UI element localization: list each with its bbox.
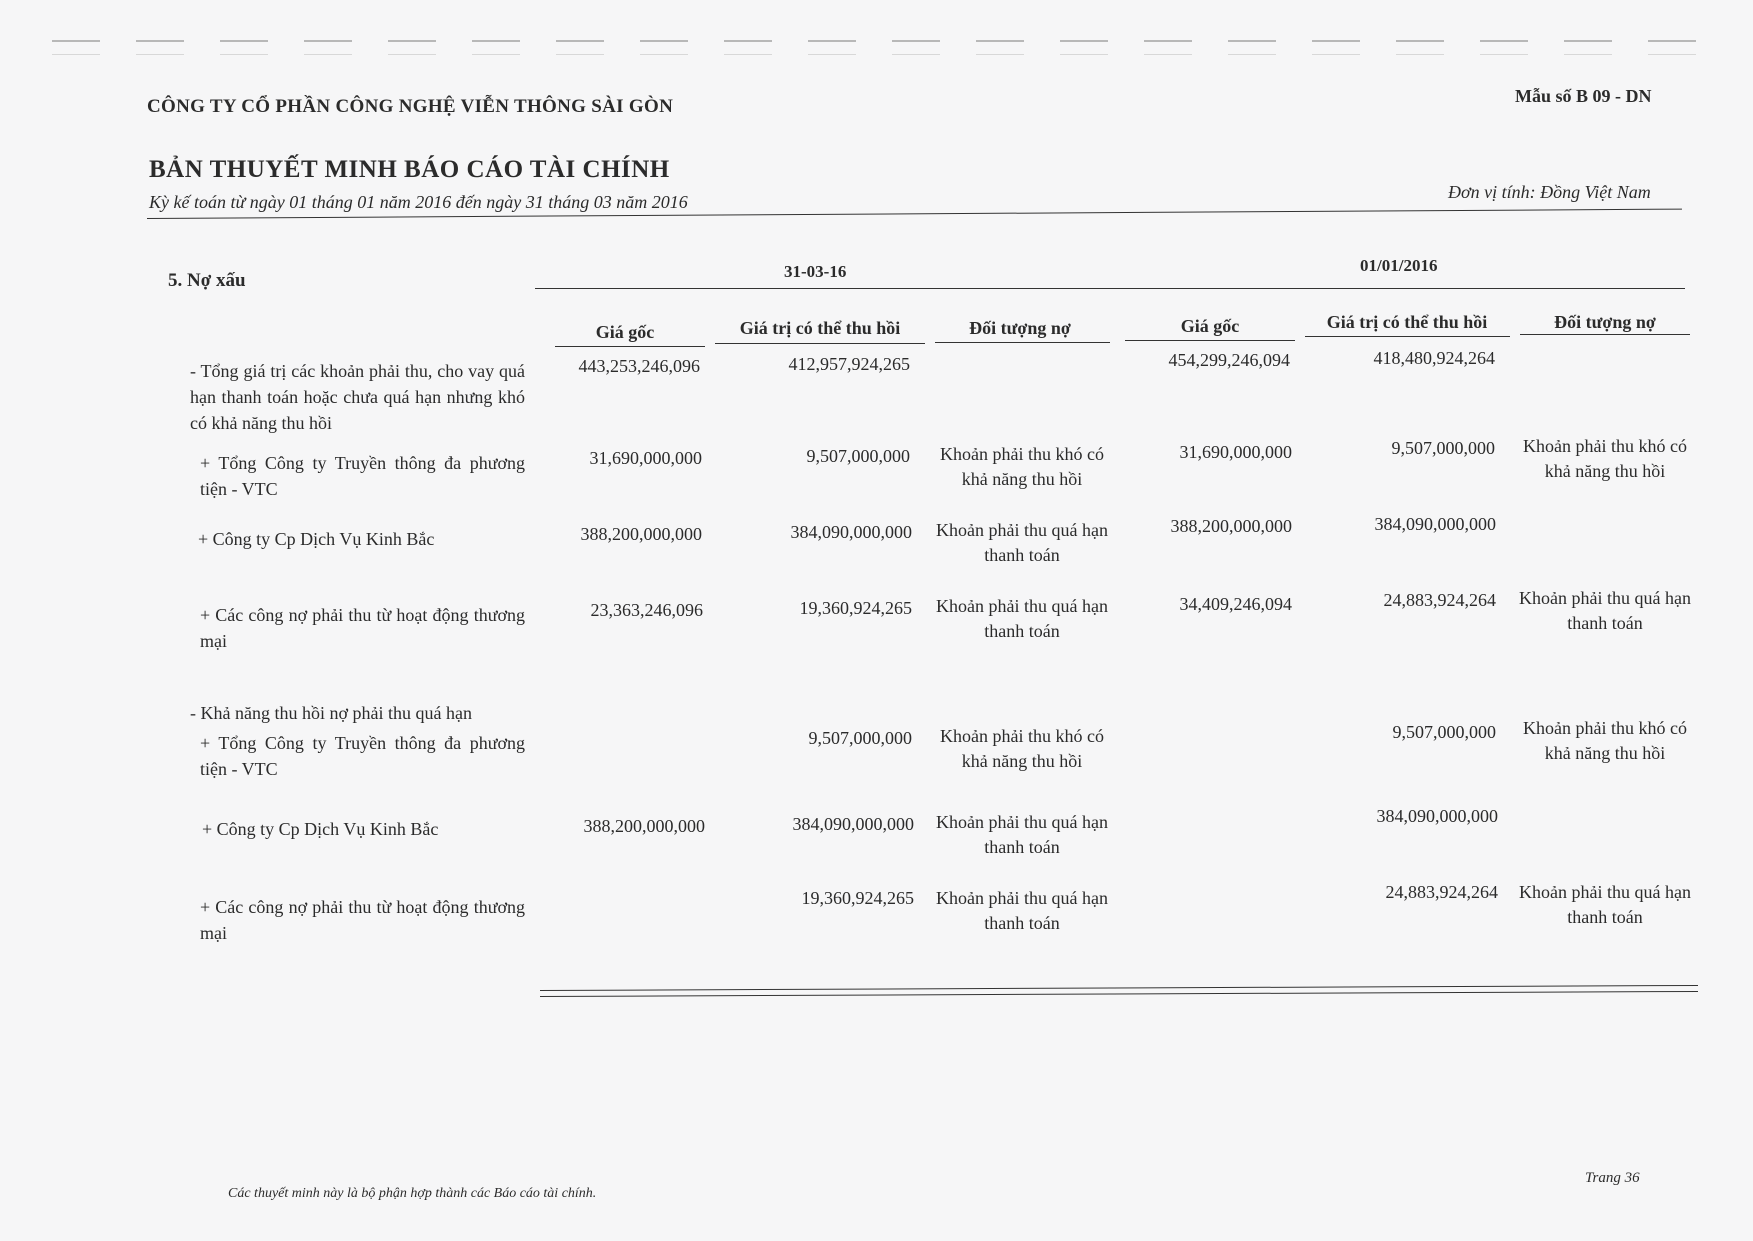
p2-debtor-value: Khoản phải thu quá hạn thanh toán — [1519, 882, 1691, 927]
p1-col-recoverable: Giá trị có thể thu hồi — [739, 318, 901, 338]
p2-cost-value: 388,200,000,000 — [1170, 516, 1292, 536]
p2-rec-value: 384,090,000,000 — [1374, 514, 1496, 534]
row-label: + Công ty Cp Dịch Vụ Kinh Bắc — [198, 529, 435, 549]
row-label: + Các công nợ phải thu từ hoạt động thương mại — [200, 605, 525, 651]
p1-rec-underline — [715, 343, 925, 344]
reporting-period: Kỳ kế toán từ ngày 01 tháng 01 năm 2016 đến ngày 31 tháng 03 năm 2016 — [149, 192, 688, 212]
p1-cost-value: 388,200,000,000 — [580, 524, 702, 544]
page-number: Trang 36 — [1585, 1170, 1640, 1186]
currency-unit: Đơn vị tính: Đồng Việt Nam — [1448, 182, 1651, 202]
closing-rule-bottom — [540, 991, 1698, 997]
p2-rec-value: 418,480,924,264 — [1373, 348, 1495, 368]
p2-rec-value: 24,883,924,264 — [1385, 882, 1498, 902]
p1-debtor-value: Khoản phải thu quá hạn thanh toán — [936, 520, 1108, 565]
footer-note: Các thuyết minh này là bộ phận hợp thành các Báo cáo tài chính. — [228, 1186, 597, 1201]
p1-debtor-value: Khoản phải thu quá hạn thanh toán — [936, 596, 1108, 641]
p1-cost-value: 31,690,000,000 — [589, 448, 702, 468]
row-label: + Công ty Cp Dịch Vụ Kinh Bắc — [202, 819, 439, 839]
p1-cost-value: 23,363,246,096 — [590, 600, 703, 620]
p2-debtor-value: Khoản phải thu khó có khả năng thu hồi — [1523, 718, 1687, 763]
p2-debtor-underline — [1520, 334, 1690, 335]
row-label: + Các công nợ phải thu từ hoạt động thương mại — [200, 897, 525, 943]
p1-cost-value: 388,200,000,000 — [583, 816, 705, 836]
p1-debtor-value: Khoản phải thu khó có khả năng thu hồi — [940, 444, 1104, 489]
row-label: + Tổng Công ty Truyền thông đa phương tiện - VTC — [200, 453, 525, 499]
document-title: BẢN THUYẾT MINH BÁO CÁO TÀI CHÍNH — [149, 156, 670, 183]
p1-rec-value: 19,360,924,265 — [801, 888, 914, 908]
p1-debtor-underline — [935, 342, 1110, 343]
p2-cost-value: 34,409,246,094 — [1179, 594, 1292, 614]
row-label: + Tổng Công ty Truyền thông đa phương tiện - VTC — [200, 733, 525, 779]
p1-debtor-value: Khoản phải thu quá hạn thanh toán — [936, 888, 1108, 933]
p2-rec-value: 384,090,000,000 — [1376, 806, 1498, 826]
form-number: Mẫu số B 09 - DN — [1515, 86, 1652, 106]
p2-rec-underline — [1305, 336, 1510, 337]
p1-debtor-value: Khoản phải thu quá hạn thanh toán — [936, 812, 1108, 857]
p1-cost-underline — [555, 346, 705, 347]
p2-col-recoverable: Giá trị có thể thu hồi — [1326, 312, 1488, 332]
p1-rec-value: 384,090,000,000 — [790, 522, 912, 542]
p1-rec-value: 9,507,000,000 — [806, 446, 910, 466]
p2-rec-value: 24,883,924,264 — [1383, 590, 1496, 610]
closing-rule-top — [540, 985, 1698, 991]
p2-rec-value: 9,507,000,000 — [1392, 722, 1496, 742]
p2-cost-underline — [1125, 340, 1295, 341]
p1-rec-value: 384,090,000,000 — [792, 814, 914, 834]
p2-cost-value: 454,299,246,094 — [1168, 350, 1290, 370]
p2-cost-value: 31,690,000,000 — [1179, 442, 1292, 462]
p2-debtor-value: Khoản phải thu khó có khả năng thu hồi — [1523, 436, 1687, 481]
row-label: - Khả năng thu hồi nợ phải thu quá hạn — [190, 703, 472, 723]
p1-rec-value: 412,957,924,265 — [788, 354, 910, 374]
period-2-heading: 01/01/2016 — [1360, 256, 1438, 275]
row-label: - Tổng giá trị các khoản phải thu, cho vay quá hạn thanh toán hoặc chưa quá hạn nhưng khó có khả năng thu hồi — [190, 361, 525, 433]
p2-col-cost: Giá gốc — [1180, 316, 1240, 336]
period-1-heading: 31-03-16 — [784, 262, 847, 281]
section-title: 5. Nợ xấu — [168, 270, 246, 291]
p1-col-cost: Giá gốc — [595, 322, 655, 342]
p1-col-debtor: Đối tượng nợ — [969, 318, 1071, 338]
p2-debtor-value: Khoản phải thu quá hạn thanh toán — [1519, 588, 1691, 633]
p1-rec-value: 19,360,924,265 — [799, 598, 912, 618]
p1-rec-value: 9,507,000,000 — [808, 728, 912, 748]
period-rule — [535, 288, 1685, 289]
p1-cost-value: 443,253,246,096 — [578, 356, 700, 376]
company-name: CÔNG TY CỔ PHẦN CÔNG NGHỆ VIỄN THÔNG SÀI GÒN — [147, 96, 674, 117]
p1-debtor-value: Khoản phải thu khó có khả năng thu hồi — [940, 726, 1104, 771]
p2-rec-value: 9,507,000,000 — [1391, 438, 1495, 458]
p2-col-debtor: Đối tượng nợ — [1554, 312, 1656, 332]
binder-marks — [52, 36, 1712, 60]
